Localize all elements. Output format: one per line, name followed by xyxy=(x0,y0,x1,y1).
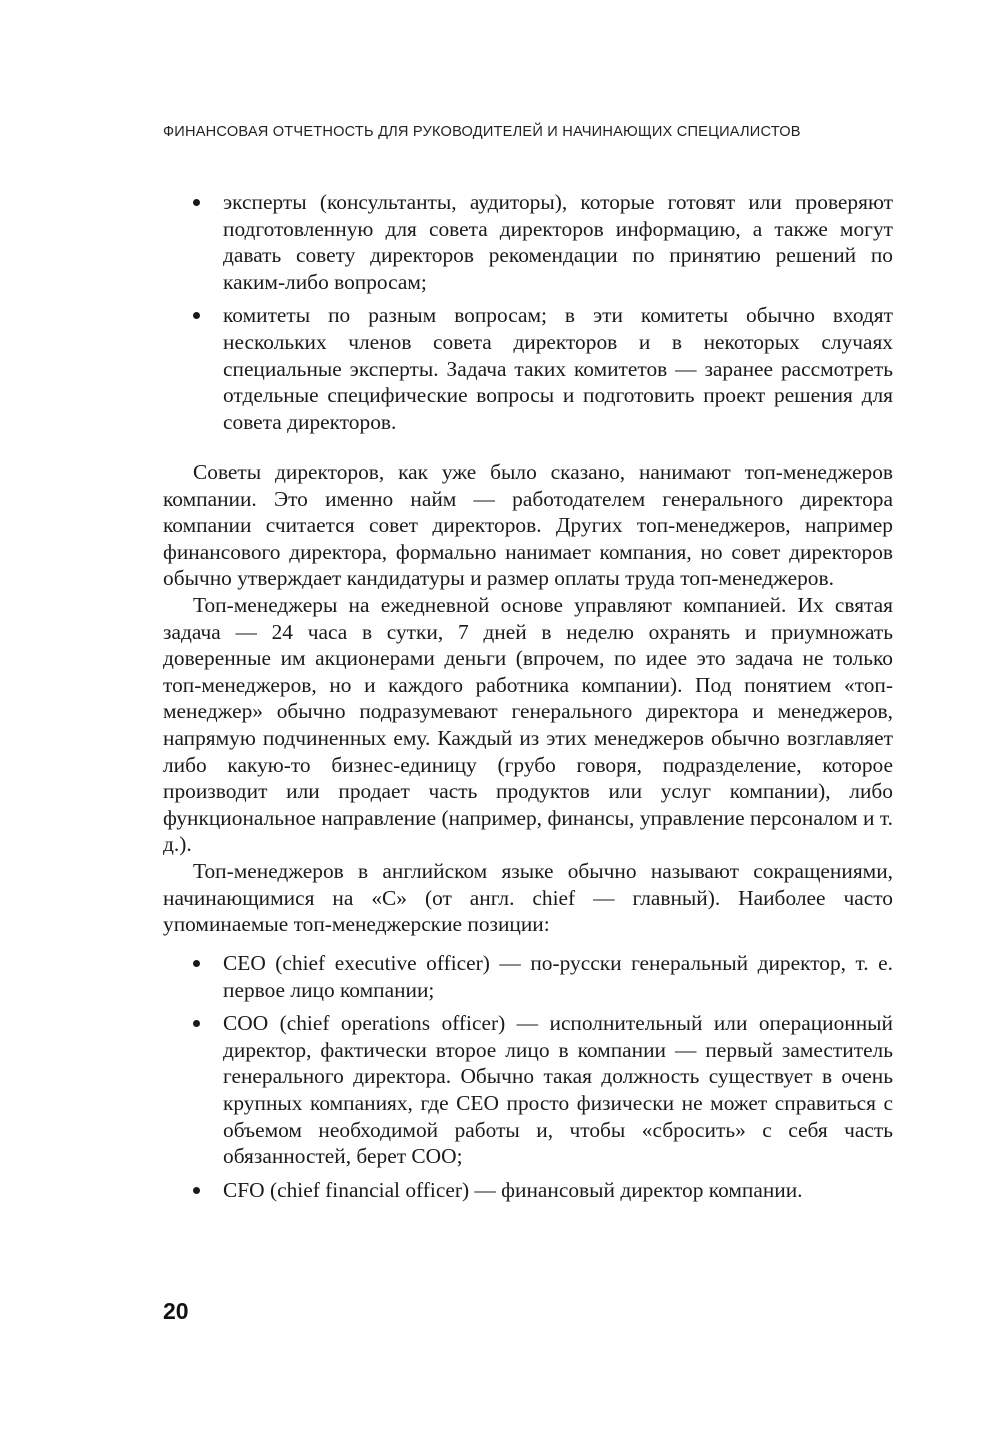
bullet-icon xyxy=(193,960,200,967)
bullet-icon xyxy=(193,1020,200,1027)
list-item xyxy=(163,950,893,1003)
list-item-text: CEO (chief executive officer) — по-русски генеральный директор, т. е. первое лицо компании; xyxy=(223,951,893,1002)
running-header: ФИНАНСОВАЯ ОТЧЕТНОСТЬ ДЛЯ РУКОВОДИТЕЛЕЙ И НАЧИНАЮЩИХ СПЕЦИАЛИСТОВ xyxy=(163,124,801,140)
bullet-icon xyxy=(193,1187,200,1194)
list-item-text: эксперты (консультанты, аудиторы), которые готовят или проверяют подготовленную для совета директоров информацию, а также могут давать совету директоров рекомендации по принятию решений по каким-либо вопросам; xyxy=(223,190,893,294)
list-item-text: COO (chief operations officer) — исполнительный или операционный директор, фактически второе лицо в компании — первый заместитель генерального директора. Обычно такая должность существует в очень крупных компаниях, где CEO просто физически не может справиться с объемом необходимой работы и, чтобы «сбросить» с себя часть обязанностей, берет COO; xyxy=(223,1011,893,1169)
list-item xyxy=(163,1177,893,1204)
bullet-icon xyxy=(193,199,200,206)
bullet-icon xyxy=(193,312,200,319)
list-item xyxy=(163,302,893,435)
list-item-text: комитеты по разным вопросам; в эти комитеты обычно входят нескольких членов совета директоров и в некоторых случаях специальные эксперты. Задача таких комитетов — заранее рассмотреть отдельные специфические вопросы и подготовить проект решения для совета директоров. xyxy=(223,303,893,434)
list-item xyxy=(163,1010,893,1170)
list-item-text: CFO (chief financial officer) — финансовый директор компании. xyxy=(223,1177,803,1202)
paragraph: Топ-менеджеры на ежедневной основе управляют компанией. Их святая задача — 24 часа в сутки, 7 дней в неделю охранять и приумножать доверенные им акционерами деньги (впрочем, по идее это задача не только топ-менеджеров, но и каждого работника компании). Под понятием «топ-менеджер» обычно подразумевают генерального директора и менеджеров, напрямую подчиненных ему. Каждый из этих менеджеров обычно возглавляет либо какую-то бизнес-единицу (грубо говоря, подразделение, которое производит или продает часть продуктов или услуг компании), либо функциональное направление (например, финансы, управление персоналом и т. д.). xyxy=(163,592,893,857)
page-number: 20 xyxy=(163,1298,189,1324)
bullet-list-positions xyxy=(163,950,893,1210)
paragraph: Советы директоров, как уже было сказано, нанимают топ-менеджеров компании. Это именно найм — работодателем генерального директора компании считается совет директоров. Других топ-менеджеров, например финансового директора, формально нанимает компания, но совет директоров обычно утверждает кандидатуры и размер оплаты труда топ-менеджеров. xyxy=(163,460,893,591)
body-text xyxy=(163,459,893,938)
list-item xyxy=(163,189,893,295)
paragraph: Топ-менеджеров в английском языке обычно называют сокращениями, начинающимися на «C» (от англ. chief — главный). Наиболее часто упоминаемые топ-менеджерские позиции: xyxy=(163,858,893,937)
bullet-list-experts xyxy=(163,189,893,442)
